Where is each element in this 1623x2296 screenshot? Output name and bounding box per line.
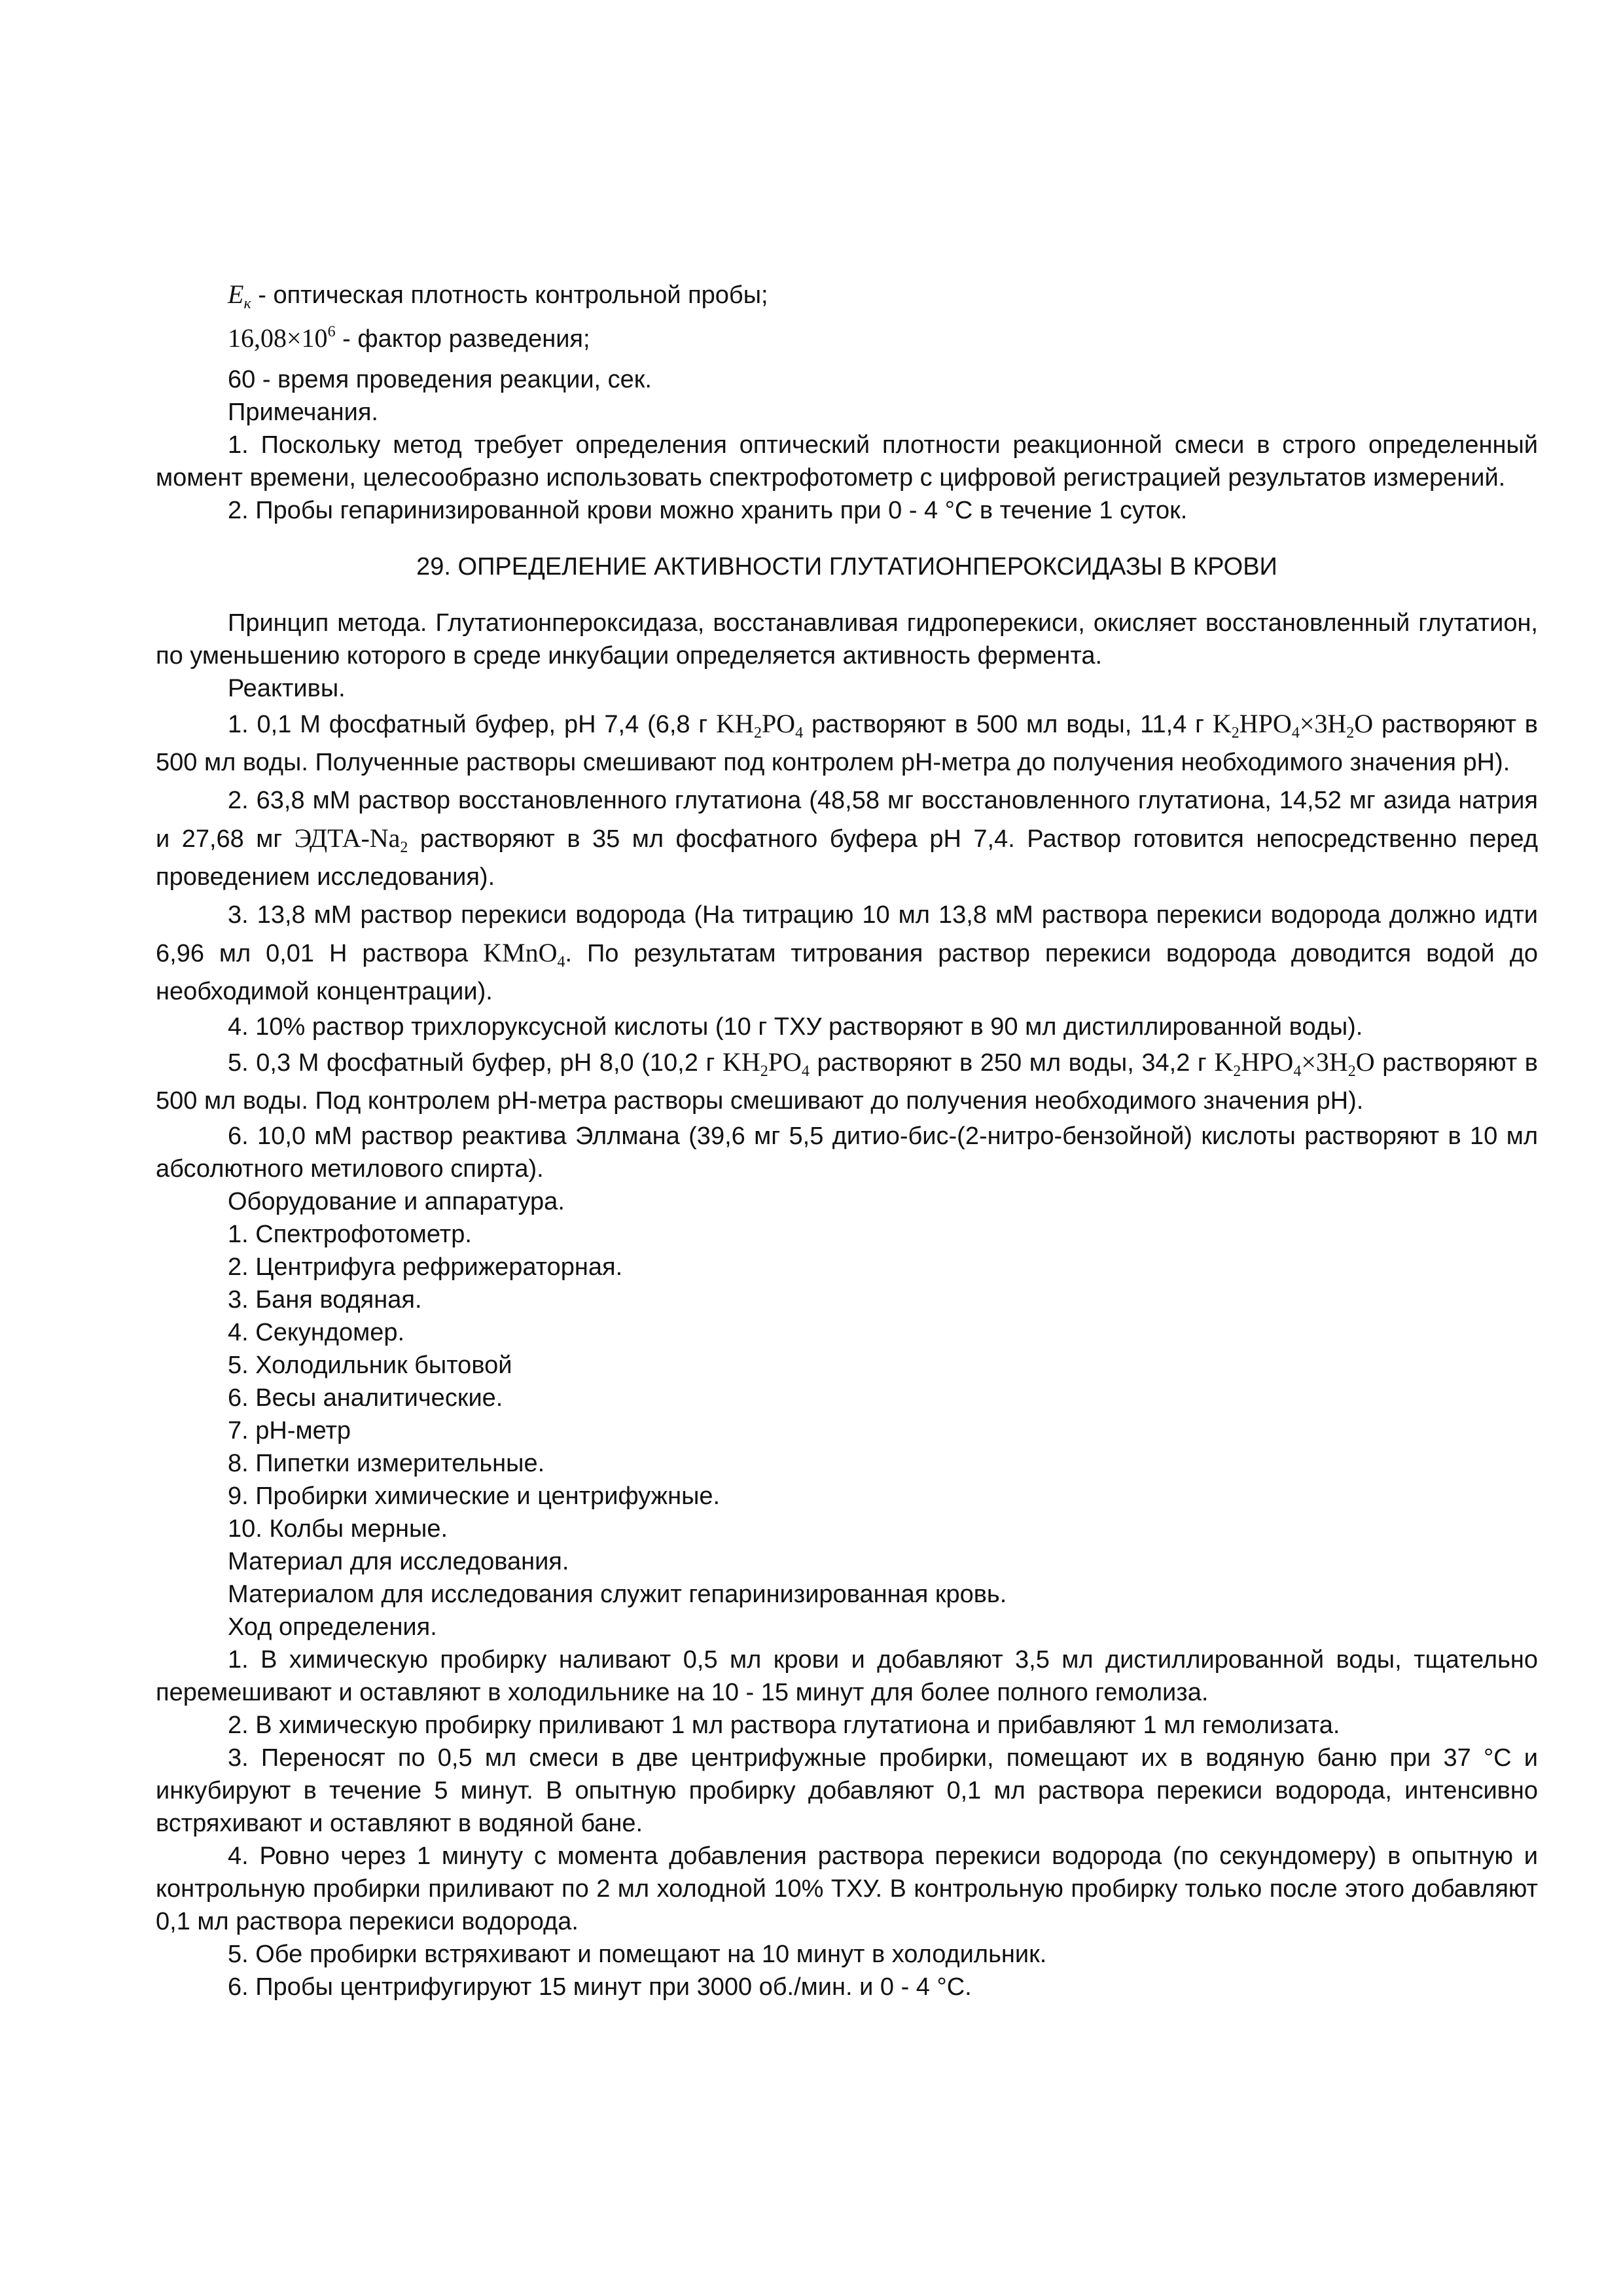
note-item: 2. Пробы гепаринизированной крови можно хранить при 0 - 4 °С в течение 1 суток. <box>228 497 1188 524</box>
equipment-item: 5. Холодильник бытовой <box>228 1352 512 1379</box>
reagent-item: 5. 0,3 М фосфатный буфер, рН 8,0 (10,2 г $KH_2PO_4$ растворяют в 250 мл воды, 34,2 г $K_2HPO_4\times 3H_2O$ растворяют в 500 мл воды. Под контролем рН-метра растворы смешивают до получения необходимого значения рН). <box>156 1047 1538 1115</box>
formula-kh2po4: $KH_2PO_4$ <box>716 709 804 742</box>
material-text: Материалом для исследования служит гепаринизированная кровь. <box>228 1581 1007 1608</box>
formula-k2hpo4: $K_2HPO_4\times 3H_2O$ <box>1212 709 1374 742</box>
note-item: 1. Поскольку метод требует определения оптический плотности реакционной смеси в строго определенный момент времени, целесообразно использовать спектрофотометр с цифровой регистрацией результатов измерений. <box>156 431 1538 492</box>
equipment-item: 8. Пипетки измерительные. <box>228 1450 545 1477</box>
equipment-item: 2. Центрифуга рефрижераторная. <box>228 1253 623 1281</box>
page-content <box>156 270 1538 2003</box>
reagent-item: 1. 0,1 М фосфатный буфер, рН 7,4 (6,8 г $KH_2PO_4$ растворяют в 500 мл воды, 11,4 г $K_2HPO_4\times 3H_2O$ растворяют в 500 мл воды. Полученные растворы смешивают под контролем рН-метра до получения необходимого значения рН). <box>156 709 1538 776</box>
notes-title: Примечания. <box>228 399 378 426</box>
formula-k2hpo4: $K_2HPO_4\times 3H_2O$ <box>1214 1047 1375 1080</box>
equipment-item: 9. Пробирки химические и центрифужные. <box>228 1482 721 1510</box>
definition-factor: $16,08\times 10^6$ - фактор разведения; <box>228 323 590 353</box>
procedure-title: Ход определения. <box>228 1613 437 1641</box>
reagent-item: 2. 63,8 мМ раствор восстановленного глутатиона (48,58 мг восстановленного глутатиона, 14,52 мг азида натрия и 27,68 мг ЭДТА-$Na_2$ растворяют в 35 мл фосфатного буфера рН 7,4. Раствор готовится непосредственно перед проведением исследования). <box>156 787 1538 891</box>
reagents-title: Реактивы. <box>228 675 346 702</box>
procedure-step: 4. Ровно через 1 минуту с момента добавления раствора перекиси водорода (по секундомеру) в опытную и контрольную пробирки приливают по 2 мл холодной 10% ТХУ. В контрольную пробирку только после этого добавляют 0,1 мл раствора перекиси водорода. <box>156 1842 1538 1935</box>
formula-kh2po4: $KH_2PO_4$ <box>722 1047 810 1080</box>
procedure-step: 6. Пробы центрифугируют 15 минут при 3000 об./мин. и 0 - 4 °С. <box>228 1973 972 2001</box>
equipment-item: 3. Баня водяная. <box>228 1286 422 1314</box>
equipment-item: 7. рН-метр <box>228 1417 351 1444</box>
material-title: Материал для исследования. <box>228 1548 569 1575</box>
equipment-item: 10. Колбы мерные. <box>228 1515 448 1543</box>
formula-kmno4: KMnO$_4$ <box>483 938 565 971</box>
procedure-step: 5. Обе пробирки встряхивают и помещают на 10 минут в холодильник. <box>228 1941 1047 1968</box>
principle-paragraph: Принцип метода. Глутатионпероксидаза, восстанавливая гидроперекиси, окисляет восстановленный глутатион, по уменьшению которого в среде инкубации определяется активность фермента. <box>156 609 1538 670</box>
definition-ek: $E_к$ - оптическая плотность контрольной пробы; <box>228 279 768 312</box>
section-title: 29. ОПРЕДЕЛЕНИЕ АКТИВНОСТИ ГЛУТАТИОНПЕРОКСИДАЗЫ В КРОВИ <box>416 553 1277 581</box>
equipment-title: Оборудование и аппаратура. <box>228 1188 565 1215</box>
equipment-item: 6. Весы аналитические. <box>228 1384 503 1412</box>
procedure-step: 2. В химическую пробирку приливают 1 мл раствора глутатиона и прибавляют 1 мл гемолизата. <box>228 1712 1340 1739</box>
factor-formula: $16,08\times 10^6$ <box>228 323 336 353</box>
equipment-item: 1. Спектрофотометр. <box>228 1221 472 1248</box>
reagent-item: 3. 13,8 мМ раствор перекиси водорода (На титрацию 10 мл 13,8 мМ раствора перекиси водорода должно идти 6,96 мл 0,01 Н раствора KMnO$_4$. По результатам титрования раствор перекиси водорода доводится водой до необходимой концентрации). <box>156 901 1539 1005</box>
formula-edta: ЭДТА-$Na_2$ <box>294 823 408 856</box>
ek-symbol: $E_к$ <box>228 279 251 312</box>
procedure-step: 1. В химическую пробирку наливают 0,5 мл крови и добавляют 3,5 мл дистиллированной воды, тщательно перемешивают и оставляют в холодильнике на 10 - 15 минут для более полного гемолиза. <box>156 1646 1538 1706</box>
reagent-item: 6. 10,0 мМ раствор реактива Эллмана (39,6 мг 5,5 дитио-бис-(2-нитро-бензойной) кислоты растворяют в 10 мл абсолютного метилового спирта). <box>156 1122 1538 1183</box>
definition-time: 60 - время проведения реакции, сек. <box>228 366 652 393</box>
procedure-step: 3. Переносят по 0,5 мл смеси в две центрифужные пробирки, помещают их в водяную баню при 37 °С и инкубируют в течение 5 минут. В опытную пробирку добавляют 0,1 мл раствора перекиси водорода, интенсивно встряхивают и оставляют в водяной бане. <box>156 1744 1538 1837</box>
equipment-item: 4. Секундомер. <box>228 1319 405 1346</box>
reagent-item: 4. 10% раствор трихлоруксусной кислоты (10 г ТХУ растворяют в 90 мл дистиллированной воды). <box>228 1013 1363 1041</box>
